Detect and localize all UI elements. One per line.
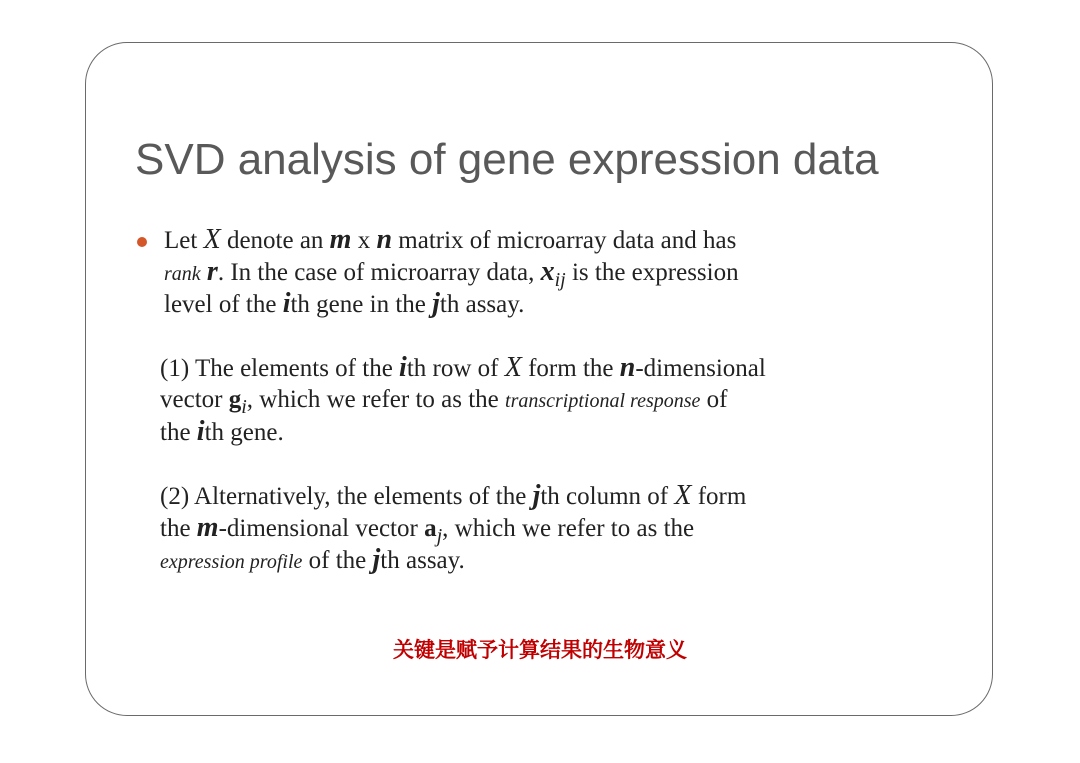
bullet-dot: [137, 237, 147, 247]
term-expression-profile: expression profile: [160, 551, 303, 573]
paragraph-1: [160, 352, 960, 448]
var-r: r: [206, 256, 218, 287]
vector-g: g: [228, 386, 242, 413]
bullet-paragraph: [164, 224, 964, 320]
var-m: m: [329, 224, 352, 255]
chinese-note: 关键是赋予计算结果的生物意义: [393, 638, 687, 662]
var-i: i: [282, 288, 291, 319]
vector-a: a: [424, 515, 437, 542]
var-n: n: [376, 224, 393, 255]
slide-title: SVD analysis of gene expression data: [135, 135, 879, 184]
para2-line-1: (2) Alternatively, the elements of the jth column of X form: [160, 480, 747, 511]
rank-word: rank: [164, 263, 201, 285]
para1-line-2: vector $g_i$, which we refer to as the transcriptional response of: [160, 386, 728, 418]
paragraph-2: [160, 480, 960, 576]
bullet-line-2: rank r. In the case of microarray data, $x_{ij}$ is the expression: [164, 256, 739, 291]
para2-line-2: the m-dimensional vector $a_j$, which we refer to as the: [160, 512, 695, 547]
subscript-ij: ij: [554, 269, 566, 291]
para2-line-3: expression profile of the jth assay.: [160, 544, 465, 575]
var-X: X: [203, 224, 221, 255]
para1-line-3: the ith gene.: [160, 416, 284, 447]
term-transcriptional-response: transcriptional response: [505, 390, 701, 412]
var-x: x: [540, 256, 555, 287]
bullet-line-1: Let X denote an m x n matrix of microarray data and has: [164, 224, 737, 255]
var-j: j: [432, 288, 440, 319]
bullet-line-3: level of the ith gene in the jth assay.: [164, 288, 525, 319]
para1-line-1: (1) The elements of the ith row of X form the n-dimensional: [160, 352, 766, 383]
